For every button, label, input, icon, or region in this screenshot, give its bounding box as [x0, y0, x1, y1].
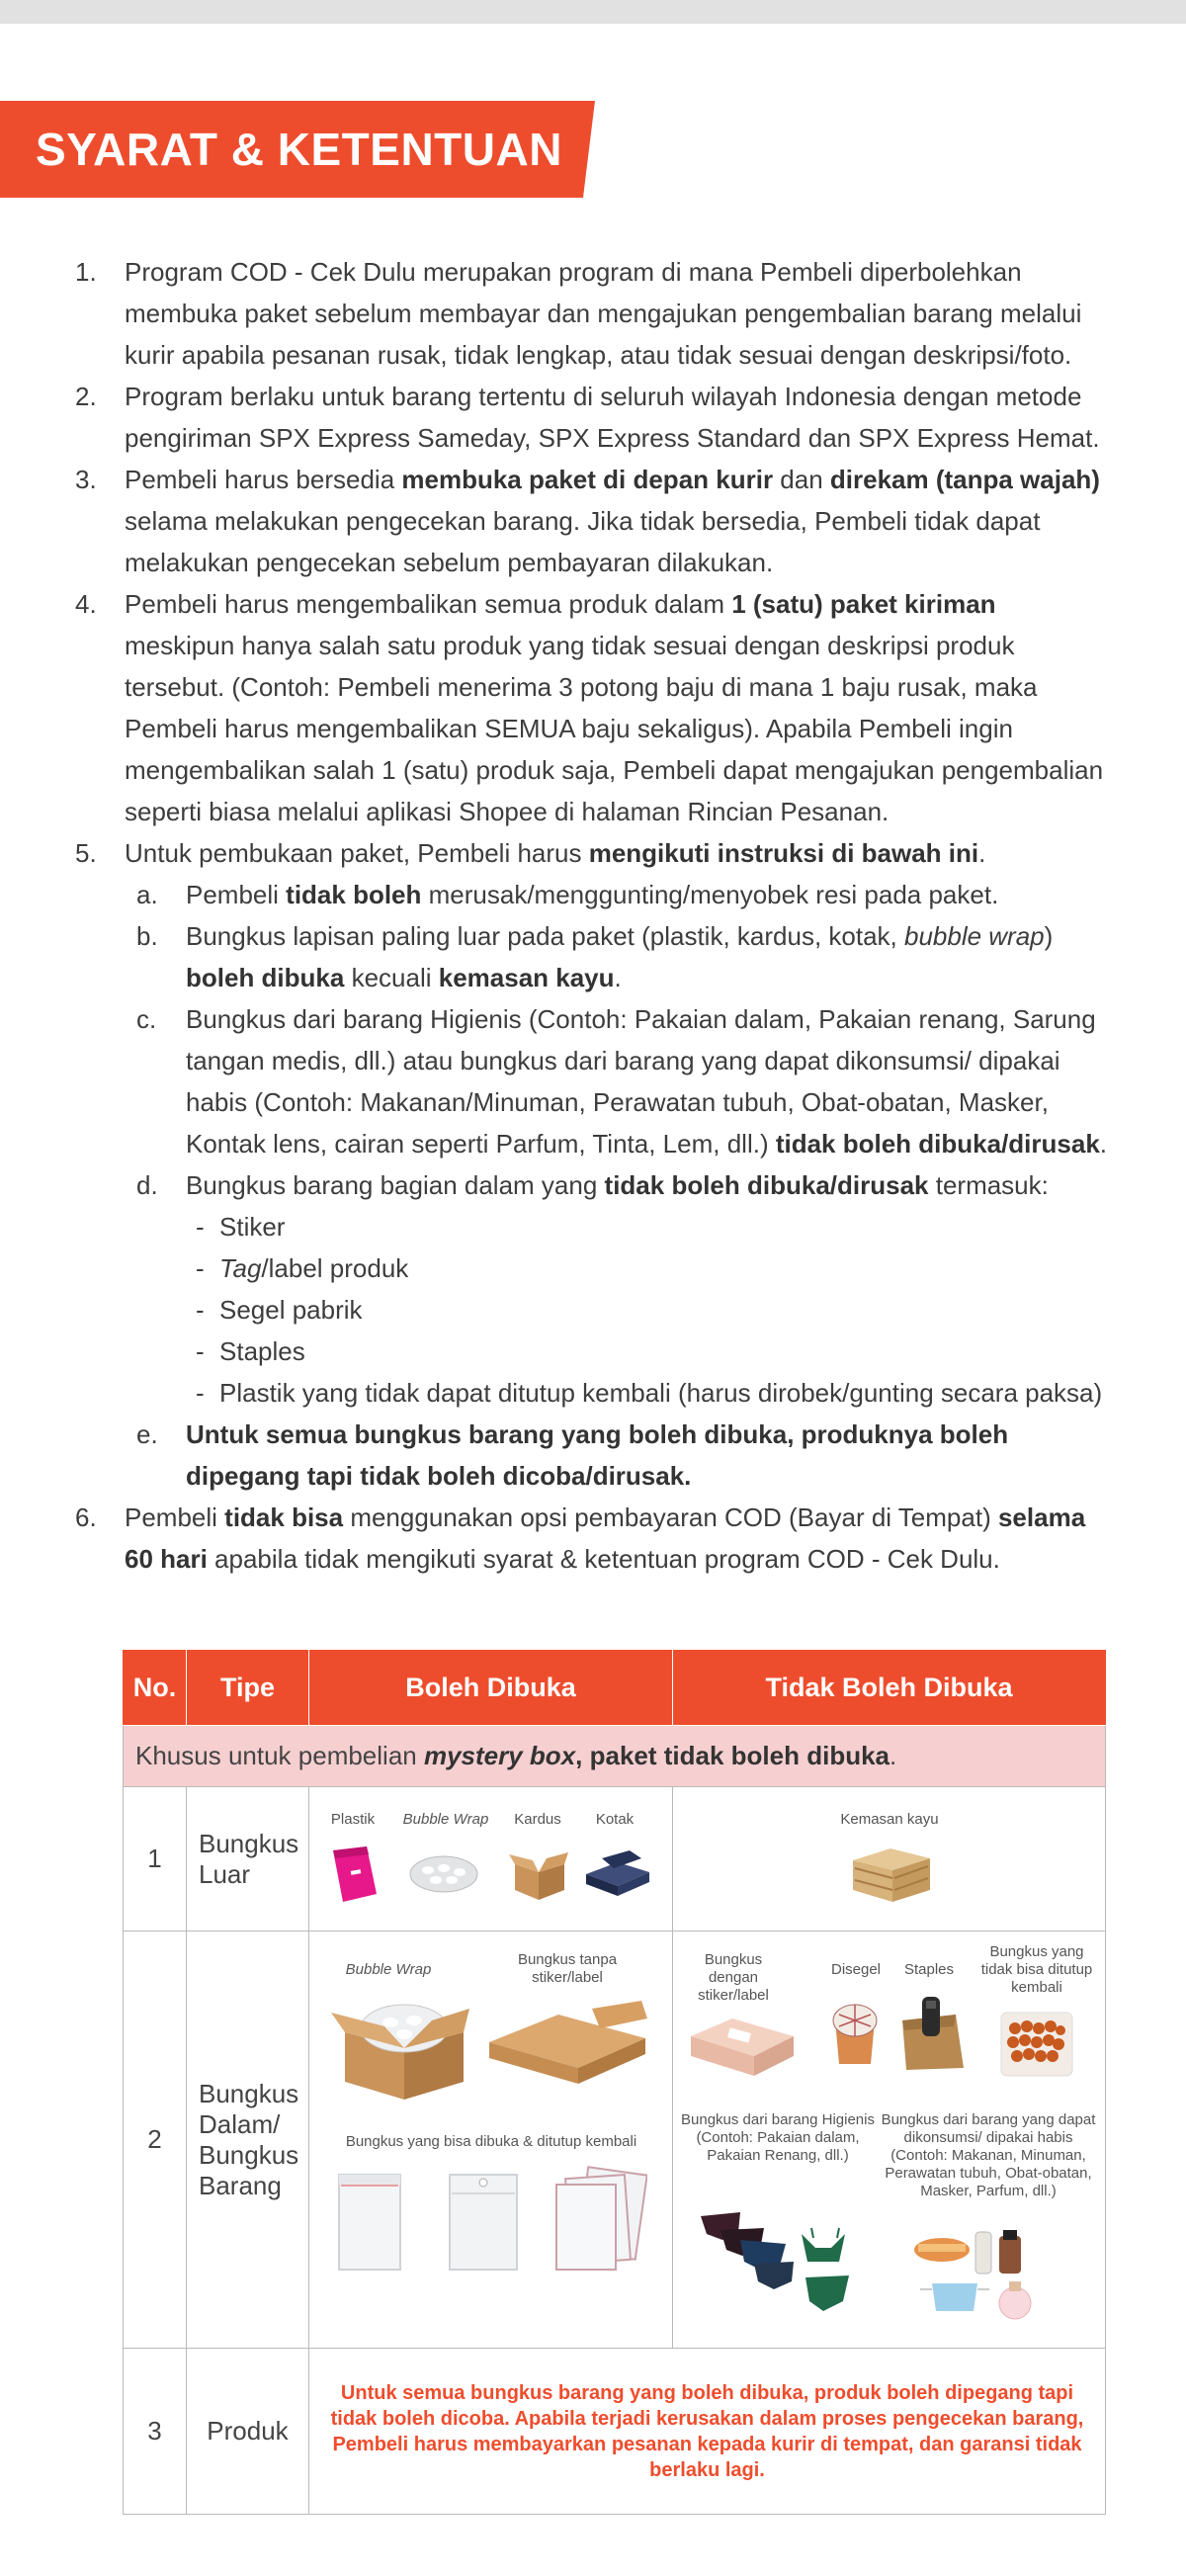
term-text: menggunakan opsi pembayaran COD (Bayar di Tempat): [343, 1503, 998, 1532]
term-number: 5.: [75, 838, 97, 868]
dash-item-stiker: [0, 1206, 1186, 1247]
pink-plastic-bag-icon: [323, 1843, 382, 1908]
term-number: 3.: [75, 465, 97, 494]
tidak-cell-row1: [673, 1787, 1106, 1932]
row-type: Bungkus Luar: [187, 1787, 309, 1932]
term-number: 1.: [75, 257, 97, 287]
term-bold: tidak bisa: [224, 1503, 344, 1532]
caption-bisa-ditutup: Bungkus yang bisa dibuka & ditutup kembali: [345, 2133, 637, 2150]
clear-ziplock-bag-icon: [444, 2165, 523, 2275]
term-number: 6.: [75, 1503, 97, 1532]
term-text: Pembeli harus bersedia: [125, 465, 402, 494]
term-bold: boleh dibuka: [186, 963, 345, 992]
stacked-clear-bags-icon: [552, 2165, 647, 2275]
term-item-6: [0, 1497, 1186, 1580]
term-bold: mengikuti instruksi di bawah ini: [588, 838, 979, 868]
term-bold: kemasan kayu: [438, 963, 615, 992]
caption-tidak-ditutup: Bungkus yang tidak bisa ditutup kembali: [980, 1943, 1093, 1996]
term-text: .: [1099, 1129, 1108, 1159]
term-item-5: [0, 832, 1186, 874]
term-text: Untuk pembukaan paket, Pembeli harus: [125, 838, 589, 868]
sealed-jar-icon: [827, 1997, 883, 2068]
term-number: 2.: [75, 382, 97, 411]
page-title: SYARAT & KETENTUAN: [36, 124, 562, 175]
caption-konsumsi: Bungkus dari barang yang dapat dikonsumsi/ dipakai habis (Contoh: Makanan, Minuman, Perawatan tubuh, Obat-obatan, Masker, Parfum, dll.): [881, 2111, 1096, 2199]
term-text: .: [614, 963, 622, 992]
caption-tanpa-stiker: Bungkus tanpa stiker/label: [517, 1951, 618, 1986]
consumable-goods-icon: [912, 2228, 1080, 2327]
term-number: 4.: [75, 589, 97, 619]
dash-item-plastik: [0, 1372, 1186, 1414]
row-type: Bungkus Dalam/ Bungkus Barang: [187, 1932, 309, 2349]
wooden-crate-icon: [847, 1839, 936, 1906]
subterm-letter: c.: [136, 1004, 157, 1034]
top-bar: [0, 0, 1186, 24]
mystery-box-note-row: [124, 1726, 1106, 1787]
caption-kemasan-kayu: Kemasan kayu: [840, 1811, 939, 1828]
term-text: Pembeli: [186, 880, 287, 909]
term-text: termasuk:: [928, 1170, 1049, 1200]
term-text: selama melakukan pengecekan barang. Jika tidak bersedia, Pembeli tidak dapat melakukan pengecekan sebelum pembayaran dilakukan.: [125, 506, 1041, 577]
term-bold: 1 (satu) paket kiriman: [731, 589, 996, 619]
row-type: Produk: [187, 2349, 309, 2515]
header-boleh: Boleh Dibuka: [309, 1651, 673, 1726]
term-text: kecuali: [344, 963, 439, 992]
term-text: Program COD - Cek Dulu merupakan program di mana Pembeli diperbolehkan membuka paket sebelum membayar dan mengajukan pengembalian barang melalui kurir apabila pesanan rusak, tidak lengkap, atau tidak sesuai dengan deskripsi/foto.: [125, 257, 1082, 370]
boleh-cell-row2: [309, 1932, 673, 2349]
note-text: .: [890, 1741, 897, 1770]
packaging-table: [123, 1650, 1106, 2515]
term-italic: Tag: [219, 1253, 262, 1283]
term-text: Bungkus lapisan paling luar pada paket (plastik, kardus, kotak,: [186, 921, 904, 951]
hygiene-clothing-icon: [695, 2204, 861, 2319]
term-bold: selama 60 hari: [125, 1503, 1086, 1574]
note-text: Khusus untuk pembelian: [135, 1741, 424, 1770]
caption-higienis: Bungkus dari barang Higienis (Contoh: Pakaian dalam, Pakaian Renang, dll.): [681, 2111, 875, 2164]
dash-item-tag: [0, 1247, 1186, 1289]
term-text: merusak/menggunting/menyobek resi pada paket.: [421, 880, 999, 909]
terms-list: [0, 251, 1186, 1580]
subterm-item-c: [0, 998, 1186, 1164]
dash-item-segel: [0, 1289, 1186, 1331]
tidak-cell-row2: [673, 1932, 1106, 2349]
dash-bullet: -: [196, 1253, 205, 1283]
table-header-row: [124, 1651, 1106, 1726]
term-text: Bungkus dari barang Higienis (Contoh: Pakaian dalam, Pakaian renang, Sarung tangan medis, dll.) atau bungkus dari barang yang dapat dikonsumsi/ dipakai habis (Contoh: Makanan/Minuman, Perawatan tubuh, Obat-obatan, Masker, Kontak lens, cairan seperti Parfum, Tinta, Lem, dll.): [186, 1004, 1096, 1159]
produk-warning-note: Untuk semua bungkus barang yang boleh dibuka, produk boleh dipegang tapi tidak boleh dicoba. Apabila terjadi kerusakan dalam proses pengecekan barang, Pembeli harus membayarkan pesanan kepada kurir di tempat, dan garansi tidak berlaku lagi.: [309, 2349, 1106, 2515]
subterm-letter: a.: [136, 880, 158, 909]
term-italic: bubble wrap: [903, 921, 1045, 951]
caption-staples: Staples: [903, 1961, 955, 1978]
term-text: apabila tidak mengikuti syarat & ketentuan program COD - Cek Dulu.: [207, 1544, 1000, 1574]
caption-kardus: Kardus: [514, 1811, 561, 1828]
caption-bubble-wrap: Bubble Wrap: [402, 1811, 489, 1828]
subterm-item-a: [0, 874, 1186, 915]
term-text: .: [978, 838, 986, 868]
subterm-item-e: [0, 1414, 1186, 1497]
term-item-4: [0, 583, 1186, 832]
term-text: Stiker: [219, 1212, 286, 1242]
clear-bag-icon: [333, 2169, 406, 2275]
caption-disegel: Disegel: [830, 1961, 882, 1978]
mystery-box-note: [124, 1726, 1106, 1787]
row-number: 2: [124, 1932, 187, 2349]
box-with-sticker-icon: [685, 2007, 800, 2082]
plain-brown-box-icon: [483, 1999, 651, 2088]
stapled-bag-icon: [892, 1991, 970, 2074]
dash-item-staples: [0, 1331, 1186, 1372]
term-bold: direkam (tanpa wajah): [829, 465, 1100, 494]
term-bold: tidak boleh dibuka/dirusak: [604, 1170, 929, 1200]
term-bold: tidak boleh dibuka/dirusak: [775, 1129, 1100, 1159]
bubble-wrap-icon: [406, 1846, 481, 1900]
box-with-bubble-wrap-icon: [325, 1993, 473, 2104]
boleh-cell-row1: [309, 1787, 673, 1932]
dash-bullet: -: [196, 1212, 205, 1242]
term-text: Pembeli harus mengembalikan semua produk dalam: [125, 589, 732, 619]
term-bold: membuka paket di depan kurir: [401, 465, 774, 494]
term-text: dan: [773, 465, 830, 494]
header-no: No.: [124, 1651, 187, 1726]
subterm-letter: b.: [136, 921, 158, 951]
table-row: [124, 1787, 1106, 1932]
subterm-letter: e.: [136, 1419, 158, 1449]
row-number: 1: [124, 1787, 187, 1932]
term-item-3: [0, 459, 1186, 583]
cardboard-box-icon: [507, 1845, 570, 1902]
header-tipe: Tipe: [187, 1651, 309, 1726]
term-text: Plastik yang tidak dapat ditutup kembali (harus dirobek/gunting secara paksa): [219, 1378, 1103, 1408]
term-item-2: [0, 376, 1186, 459]
dash-bullet: -: [196, 1378, 205, 1408]
term-text: /label produk: [261, 1253, 409, 1283]
term-text: Pembeli: [125, 1503, 225, 1532]
caption-bubble-wrap-inner: Bubble Wrap: [345, 1961, 432, 1978]
caption-plastik: Plastik: [330, 1811, 376, 1828]
term-text: meskipun hanya salah satu produk yang tidak sesuai dengan deskripsi produk tersebut. (Contoh: Pembeli menerima 3 potong baju di mana 1 baju rusak, maka Pembeli harus mengembalikan SEMUA baju sekaligus). Apabila Pembeli ingin mengembalikan salah 1 (satu) produk saja, Pembeli dapat mengajukan pengembalian seperti biasa melalui aplikasi Shopee di halaman Rincian Pesanan.: [125, 631, 1104, 826]
term-bold: tidak boleh: [286, 880, 422, 909]
term-text: Segel pabrik: [219, 1295, 363, 1325]
row-number: 3: [124, 2349, 187, 2515]
subterm-item-b: [0, 915, 1186, 998]
term-item-1: [0, 251, 1186, 376]
term-text: Staples: [219, 1336, 305, 1366]
dark-box-icon: [582, 1848, 653, 1898]
table-row: [124, 1932, 1106, 2349]
table-row: [124, 2349, 1106, 2515]
subterm-letter: d.: [136, 1170, 158, 1200]
dash-bullet: -: [196, 1295, 205, 1325]
note-bold: , paket tidak boleh dibuka: [575, 1741, 890, 1770]
subterm-item-d: [0, 1164, 1186, 1206]
note-italic: mystery box: [423, 1741, 576, 1770]
vacuum-sealed-beans-icon: [995, 2007, 1078, 2082]
dash-bullet: -: [196, 1336, 205, 1366]
term-text: ): [1044, 921, 1054, 951]
caption-dengan-stiker: Bungkus dengan stiker/label: [698, 1951, 769, 2004]
header-tidak: Tidak Boleh Dibuka: [673, 1651, 1106, 1726]
term-text: Program berlaku untuk barang tertentu di seluruh wilayah Indonesia dengan metode pengiriman SPX Express Sameday, SPX Express Standard dan SPX Express Hemat.: [125, 382, 1100, 453]
term-text: Bungkus barang bagian dalam yang: [186, 1170, 605, 1200]
term-bold: Untuk semua bungkus barang yang boleh dibuka, produknya boleh dipegang tapi tidak boleh dicoba/dirusak.: [186, 1419, 1009, 1491]
caption-kotak: Kotak: [595, 1811, 635, 1828]
